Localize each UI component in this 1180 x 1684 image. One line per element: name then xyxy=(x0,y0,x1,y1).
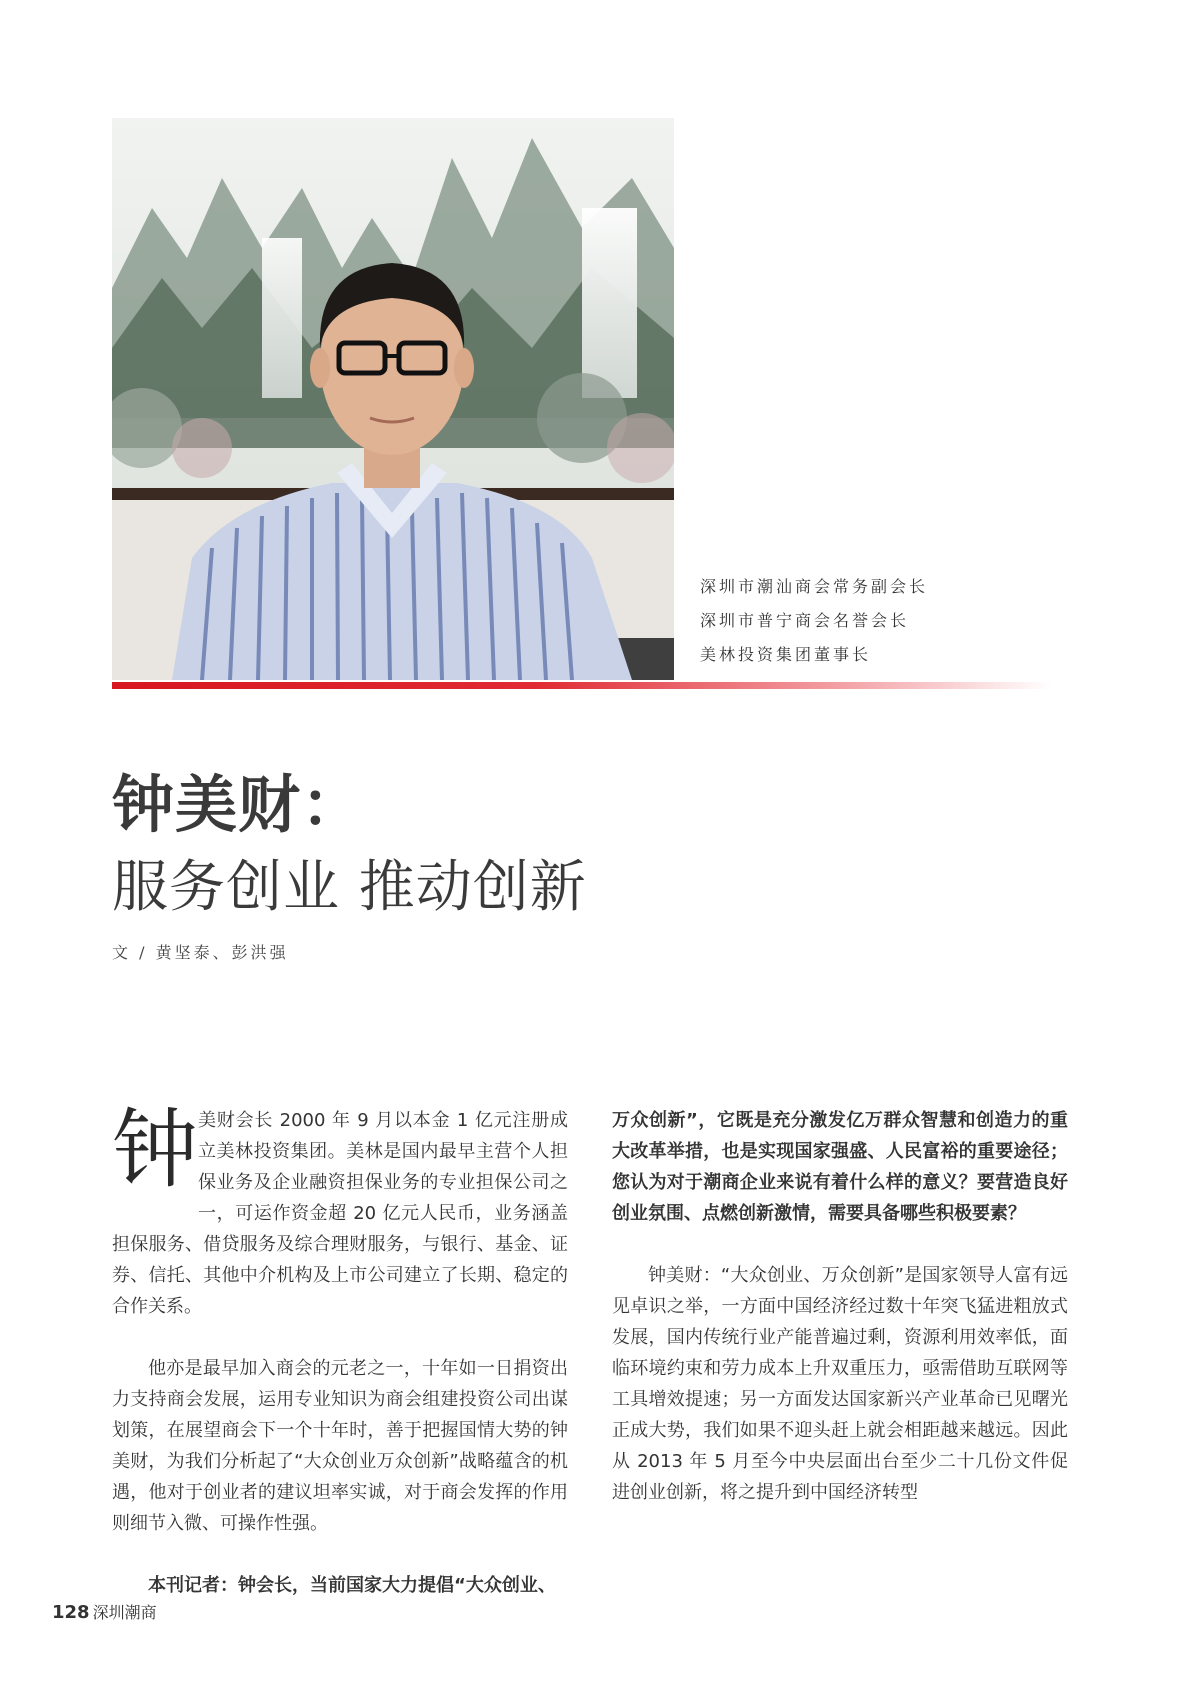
page-footer xyxy=(52,1600,157,1623)
right-column xyxy=(612,1105,1068,1508)
role-line: 美林投资集团董事长 xyxy=(700,645,872,664)
role-line: 深圳市潮汕商会常务副会长 xyxy=(700,577,929,596)
intro-text: 美财会长 2000 年 9 月以本金 1 亿元注册成立美林投资集团。美林是国内最早主营个人担保业务及企业融资担保业务的专业担保公司之一，可运作资金超 20 亿元人民币，业务涵盖担保服务、借贷服务及综合理财服务，与银行、基金、证券、信托、其他中介机构及上市公司建立了长期、稳定的合作关系。 xyxy=(112,1110,568,1317)
article-subtitle: 服务创业 推动创新 xyxy=(112,855,587,920)
intro-paragraph xyxy=(112,1100,568,1322)
body-paragraph: 他亦是最早加入商会的元老之一，十年如一日捐资出力支持商会发展，运用专业知识为商会组建投资公司出谋划策，在展望商会下一个十年时，善于把握国情大势的钟美财，为我们分析起了“大众创业万众创新”战略蕴含的机遇，他对于创业者的建议坦率实诚，对于商会发挥的作用则细节入微、可操作性强。 xyxy=(112,1358,568,1534)
role-list xyxy=(700,570,928,672)
article-title: 钟美财： xyxy=(112,768,365,841)
portrait-photo xyxy=(112,118,674,680)
dropcap: 钟 xyxy=(112,1100,198,1200)
interview-question: 本刊记者：钟会长，当前国家大力提倡“大众创业、 xyxy=(148,1575,556,1596)
role-line: 深圳市普宁商会名誉会长 xyxy=(700,611,910,630)
left-column xyxy=(112,1100,568,1601)
byline: 文 / 黄坚泰、彭洪强 xyxy=(112,943,289,962)
page-number: 128 xyxy=(52,1602,90,1623)
magazine-name: 深圳潮商 xyxy=(92,1603,157,1622)
interview-answer: 钟美财：“大众创业、万众创新”是国家领导人富有远见卓识之举，一方面中国经济经过数十年突飞猛进粗放式发展，国内传统行业产能普遍过剩，资源利用效率低，面临环境约束和劳力成本上升双重压力，亟需借助互联网等工具增效提速；另一方面发达国家新兴产业革命已见曙光正成大势，我们如果不迎头赶上就会相距越来越远。因此从 2013 年 5 月至今中央层面出台至少二十几份文件促进创业创新，将之提升到中国经济转型 xyxy=(612,1265,1068,1503)
interview-question-continued: 万众创新”，它既是充分激发亿万群众智慧和创造力的重大改革举措，也是实现国家强盛、人民富裕的重要途径；您认为对于潮商企业来说有着什么样的意义？要营造良好创业氛围、点燃创新激情，需要具备哪些积极要素？ xyxy=(612,1110,1068,1224)
accent-red-bar xyxy=(112,682,1052,689)
